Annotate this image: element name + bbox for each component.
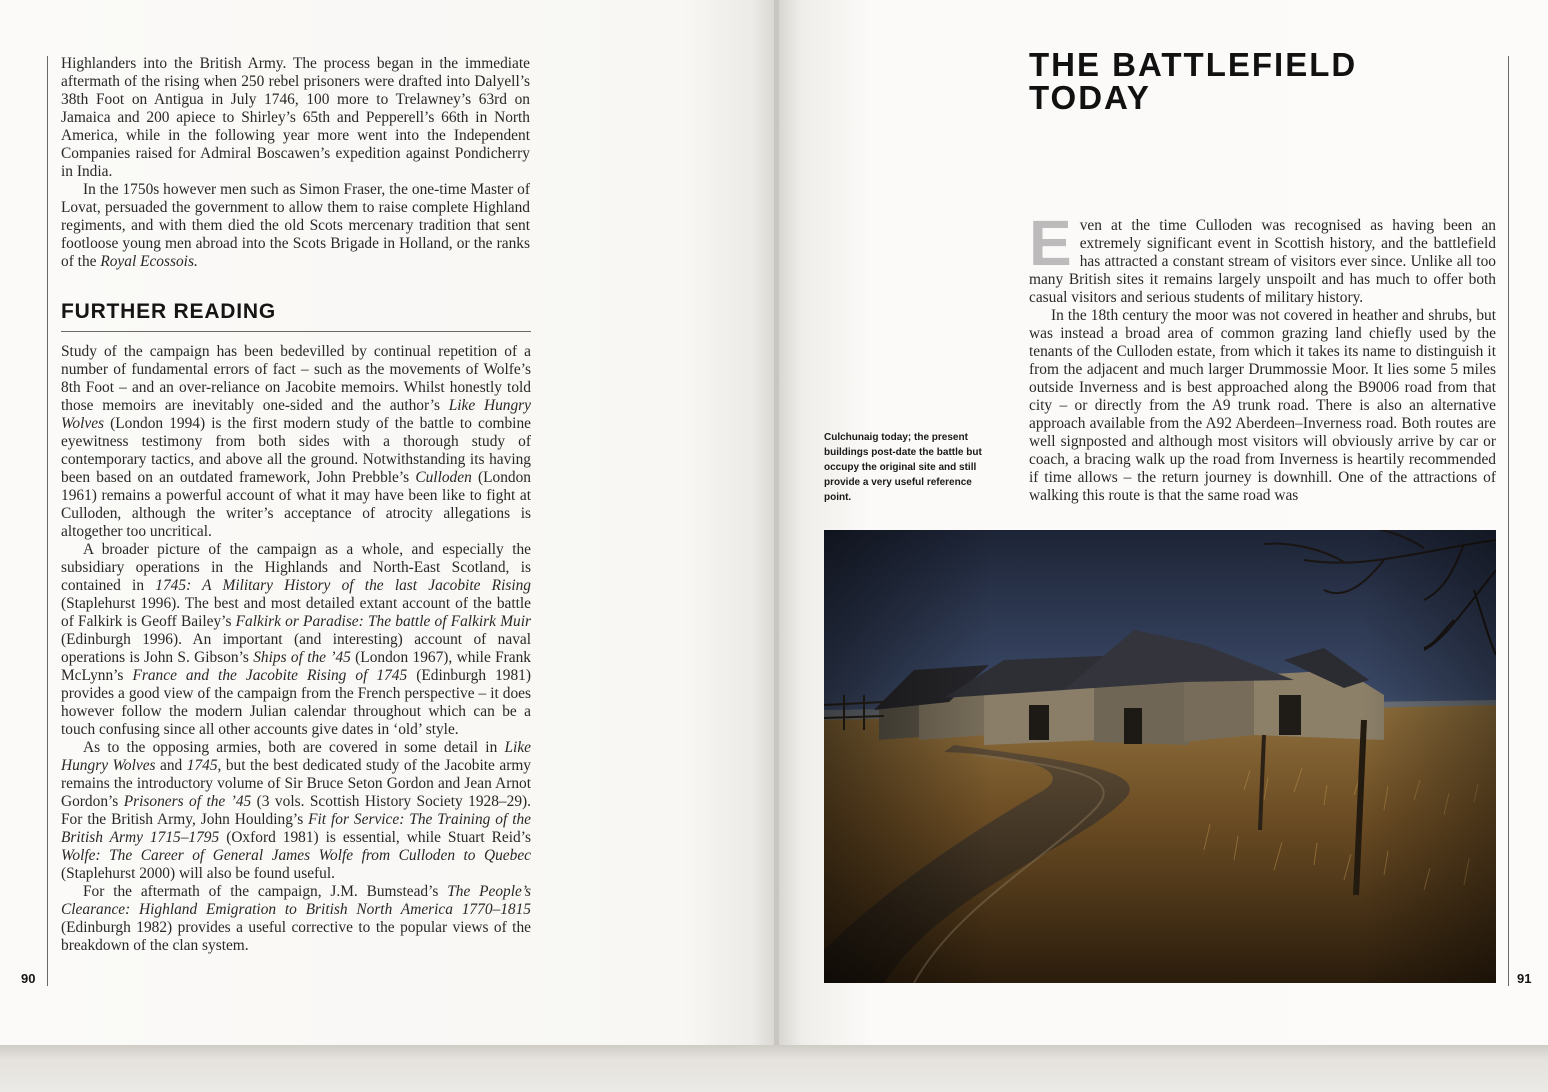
section-heading-further-reading: FURTHER READING <box>61 300 276 323</box>
fr-p3-title-5: Wolfe: The Career of General James Wolfe from Culloden to Quebec <box>61 847 531 864</box>
intro-paragraph-1: Highlanders into the British Army. The process began in the immediate aftermath of the rising when 250 rebel prisoners were drafted into Dalyell’s 38th Foot on Antigua in July 1746, 100 more to Trelawney’s 63rd on Jamaica and 200 apiece to Shirley’s 65th and Pepperell’s 66th in North America, while in the following year more went into the Independent Companies raised for Admiral Boscawen’s expedition against Pondicherry in India. <box>61 55 530 180</box>
fr-p3-title-4: Fit for Service: The Training of the British Army 1715–1795 <box>61 811 531 846</box>
fr-p2-a: A broader picture of the campaign as a whole, and especially the subsidiary operations in the Highlands and North-East Scotland, is contained in <box>61 541 531 594</box>
intro-text <box>61 55 530 271</box>
fr-p2-i: (Edinburgh 1981) provides a good view of the campaign from the French perspective – it does however follow the modern Julian calendar throughout which can be a touch confusing since all other accounts give dates in ‘old’ style. <box>61 667 531 738</box>
fr-p1-e: (London 1961) remains a powerful account of what it may have been like to fight at Culloden, although the writer’s acceptance of atrocity allegations is altogether too uncritical. <box>61 469 531 540</box>
battlefield-paragraph-2: In the 18th century the moor was not covered in heather and shrubs, but was instead a broad area of common grazing land chiefly used by the tenants of the Culloden estate, from which it takes its name to distinguish it from the adjacent and much larger Drummossie Moor. It lies some 5 miles outside Inverness and is best approached along the B9006 road from that city – or directly from the A9 trunk road. There is also an alternative approach available from the A92 Aberdeen–Inverness road. Both routes are well signposted and although most visitors will obviously arrive by car or coach, a bracing walk up the road from Inverness is heartily recommended if time allows – the return journey is downhill. One of the attractions of walking this route is that the same road was <box>1029 307 1496 504</box>
fr-p1-c: (London 1994) is the first modern study of the battle to combine eyewitness testimony from both sides with a thorough study of contemporary tactics, and above all the ground. Notwithstanding its having been based on an outdated framework, John Prebble’s <box>61 415 531 486</box>
fr-p4-title: The People’s Clearance: Highland Emigration to British North America 1770–1815 <box>61 883 531 918</box>
fr-p3-c: and <box>155 757 187 774</box>
further-reading-paragraph-2 <box>61 541 531 739</box>
fr-p2-title-2: Falkirk or Paradise: The battle of Falkirk Muir <box>235 613 531 630</box>
fr-p3-e: , but the best dedicated study of the Jacobite army remains the introductory volume of Sir Bruce Seton Gordon and Jean Arnot Gordon’s <box>61 757 531 810</box>
fr-p3-i: (Oxford 1981) is essential, while Stuart Reid’s <box>219 829 531 846</box>
fr-p3-a: As to the opposing armies, both are covered in some detail in <box>83 739 505 756</box>
fr-p2-e: (Edinburgh 1996). An important (and interesting) account of naval operations is John S. Gibson’s <box>61 631 531 666</box>
page-number-right: 91 <box>1517 971 1532 986</box>
further-reading-paragraph-3 <box>61 739 531 883</box>
chapter-title <box>1029 48 1449 114</box>
fr-p3-title-3: Prisoners of the ’45 <box>123 793 252 810</box>
battlefield-text <box>1029 207 1496 505</box>
intro-paragraph-2-text: In the 1750s however men such as Simon Fraser, the one-time Master of Lovat, persuaded the government to allow them to raise complete Highland regiments, and with them died the old Scots mercenary tradition that sent footloose young men abroad into the Scots Brigade in Holland, or the ranks of the <box>61 181 530 270</box>
chapter-title-line-2: TODAY <box>1029 79 1151 116</box>
further-reading-text <box>61 343 531 955</box>
fr-p3-k: (Staplehurst 2000) will also be found useful. <box>61 865 335 882</box>
fr-p2-c: (Staplehurst 1996). The best and most detailed extant account of the battle of Falkirk is Geoff Bailey’s <box>61 595 531 630</box>
fr-p3-title-2: 1745 <box>186 757 218 774</box>
intro-paragraph-2 <box>61 181 530 271</box>
fr-p1-title-2: Culloden <box>415 469 472 486</box>
left-margin-rule <box>47 56 48 986</box>
battlefield-paragraph-1 <box>1029 207 1496 307</box>
fr-p4-a: For the aftermath of the campaign, J.M. Bumstead’s <box>83 883 448 900</box>
fr-p4-c: (Edinburgh 1982) provides a useful corrective to the popular views of the breakdown of the clan system. <box>61 919 531 954</box>
fr-p2-title-3: Ships of the ’45 <box>253 649 351 666</box>
farmstead-photo <box>824 530 1496 983</box>
fr-p1-title: Like Hungry Wolves <box>61 397 531 432</box>
section-rule <box>61 331 531 332</box>
further-reading-paragraph-1 <box>61 343 531 541</box>
battlefield-paragraph-1-text: ven at the time Culloden was recognised as having been an extremely significant event in Scottish history, and the battlefield has attracted a constant stream of visitors ever since. Unlike all too many British sites it remains largely unspoilt and has much to offer both casual visitors and serious students of military history. <box>1029 217 1496 306</box>
fr-p1-a: Study of the campaign has been bedevilled by continual repetition of a number of fundamental errors of fact – such as the movements of Wolfe’s 8th Foot – and an over-reliance on Jacobite memoirs. Whilst honestly told those memoirs are inevitably one-sided and the author’s <box>61 343 531 414</box>
further-reading-paragraph-4 <box>61 883 531 955</box>
fr-p2-title: 1745: A Military History of the last Jacobite Rising <box>155 577 532 594</box>
page-number-left: 90 <box>21 971 36 986</box>
fr-p3-g: (3 vols. Scottish History Society 1928–29). For the British Army, John Houlding’s <box>61 793 531 828</box>
intro-paragraph-2-italic: Royal Ecossois. <box>100 253 198 270</box>
drop-cap: E <box>1029 207 1072 279</box>
fr-p2-title-4: France and the Jacobite Rising of 1745 <box>132 667 408 684</box>
chapter-title-line-1: THE BATTLEFIELD <box>1029 46 1358 83</box>
fr-p2-g: (London 1967), while Frank McLynn’s <box>61 649 532 684</box>
right-margin-rule <box>1508 56 1509 986</box>
fr-p3-title: Like Hungry Wolves <box>61 739 531 774</box>
bottom-edge-shadow <box>0 1045 1548 1092</box>
photo-caption: Culchunaig today; the present buildings post-date the battle but occupy the original site and still provide a very useful reference point. <box>824 432 982 503</box>
